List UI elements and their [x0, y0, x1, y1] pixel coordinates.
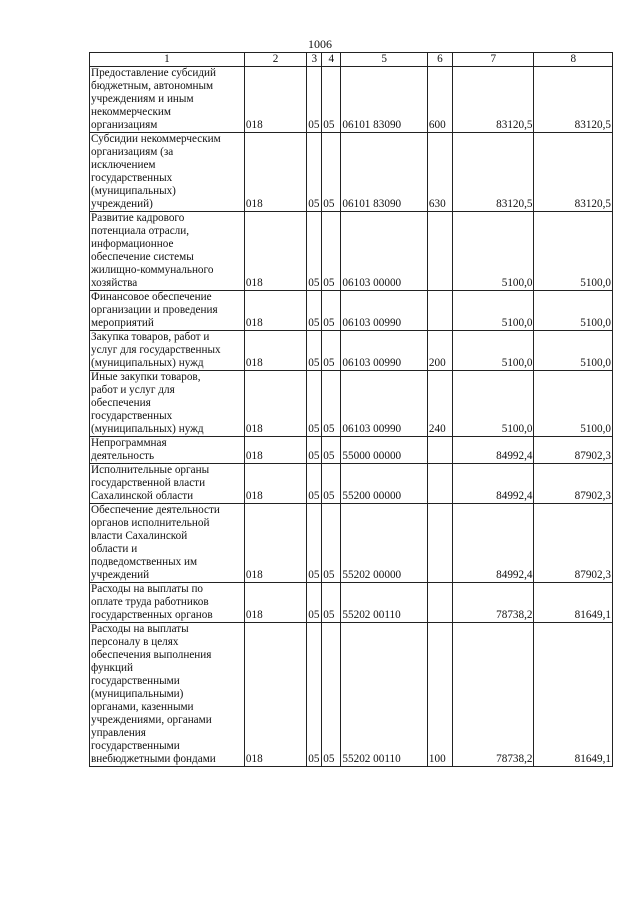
- expense-type-cell: [427, 583, 452, 623]
- subsection-cell: 05: [322, 371, 341, 437]
- row-name-cell: Финансовое обеспечение организации и проведения мероприятий: [90, 291, 245, 331]
- table-row: [90, 371, 613, 437]
- code-admin-cell: 018: [244, 291, 306, 331]
- amount-year2-cell: 5100,0: [534, 212, 613, 291]
- amount-year1-cell: 5100,0: [453, 371, 534, 437]
- row-name-cell: Исполнительные органы государственной власти Сахалинской области: [90, 464, 245, 504]
- code-admin-cell: 018: [244, 583, 306, 623]
- header-cell: 6: [427, 53, 452, 67]
- amount-year1-cell: 84992,4: [453, 504, 534, 583]
- code-admin-cell: 018: [244, 504, 306, 583]
- section-cell: 05: [307, 437, 322, 464]
- table-row: [90, 623, 613, 767]
- code-admin-cell: 018: [244, 133, 306, 212]
- amount-year1-cell: 5100,0: [453, 212, 534, 291]
- amount-year1-cell: 78738,2: [453, 623, 534, 767]
- expense-type-cell: [427, 212, 452, 291]
- table-row: [90, 464, 613, 504]
- subsection-cell: 05: [322, 212, 341, 291]
- section-cell: 05: [307, 331, 322, 371]
- subsection-cell: 05: [322, 464, 341, 504]
- subsection-cell: 05: [322, 291, 341, 331]
- amount-year2-cell: 5100,0: [534, 371, 613, 437]
- target-article-cell: 06103 00990: [341, 371, 427, 437]
- subsection-cell: 05: [322, 623, 341, 767]
- target-article-cell: 55202 00110: [341, 623, 427, 767]
- amount-year2-cell: 81649,1: [534, 623, 613, 767]
- section-cell: 05: [307, 371, 322, 437]
- amount-year1-cell: 84992,4: [453, 464, 534, 504]
- row-name-cell: Обеспечение деятельности органов исполнительной власти Сахалинской области и подведомственных им учреждений: [90, 504, 245, 583]
- expense-type-cell: 630: [427, 133, 452, 212]
- amount-year1-cell: 78738,2: [453, 583, 534, 623]
- amount-year1-cell: 83120,5: [453, 133, 534, 212]
- subsection-cell: 05: [322, 331, 341, 371]
- amount-year1-cell: 5100,0: [453, 331, 534, 371]
- table-row: [90, 437, 613, 464]
- code-admin-cell: 018: [244, 212, 306, 291]
- section-cell: 05: [307, 464, 322, 504]
- table-row: [90, 133, 613, 212]
- section-cell: 05: [307, 583, 322, 623]
- expense-type-cell: [427, 464, 452, 504]
- row-name-cell: Субсидии некоммерческим организациям (за исключением государственных (муниципальных) учреждений): [90, 133, 245, 212]
- target-article-cell: 55200 00000: [341, 464, 427, 504]
- section-cell: 05: [307, 504, 322, 583]
- code-admin-cell: 018: [244, 331, 306, 371]
- amount-year1-cell: 83120,5: [453, 67, 534, 133]
- subsection-cell: 05: [322, 583, 341, 623]
- row-name-cell: Предоставление субсидий бюджетным, автономным учреждениям и иным некоммерческим организациям: [90, 67, 245, 133]
- expense-type-cell: [427, 504, 452, 583]
- code-admin-cell: 018: [244, 464, 306, 504]
- amount-year1-cell: 84992,4: [453, 437, 534, 464]
- target-article-cell: 55000 00000: [341, 437, 427, 464]
- code-admin-cell: 018: [244, 437, 306, 464]
- expense-type-cell: 240: [427, 371, 452, 437]
- header-row: [90, 53, 613, 67]
- row-name-cell: Непрограммная деятельность: [90, 437, 245, 464]
- amount-year2-cell: 83120,5: [534, 133, 613, 212]
- header-cell: 8: [534, 53, 613, 67]
- section-cell: 05: [307, 291, 322, 331]
- page-number: 1006: [308, 37, 332, 51]
- target-article-cell: 06101 83090: [341, 67, 427, 133]
- table-row: [90, 67, 613, 133]
- code-admin-cell: 018: [244, 67, 306, 133]
- amount-year2-cell: 81649,1: [534, 583, 613, 623]
- amount-year2-cell: 87902,3: [534, 504, 613, 583]
- table-row: [90, 331, 613, 371]
- row-name-cell: Расходы на выплаты персоналу в целях обеспечения выполнения функций государственными (муниципальными) органами, казенными учреждениями, органами управления государственными внебюджетными фондами: [90, 623, 245, 767]
- header-cell: 2: [244, 53, 306, 67]
- expense-type-cell: [427, 437, 452, 464]
- target-article-cell: 06103 00990: [341, 331, 427, 371]
- table-row: [90, 504, 613, 583]
- amount-year2-cell: 5100,0: [534, 331, 613, 371]
- table-row: [90, 583, 613, 623]
- subsection-cell: 05: [322, 437, 341, 464]
- expense-type-cell: 600: [427, 67, 452, 133]
- table-row: [90, 212, 613, 291]
- subsection-cell: 05: [322, 67, 341, 133]
- target-article-cell: 55202 00110: [341, 583, 427, 623]
- target-article-cell: 06103 00000: [341, 212, 427, 291]
- section-cell: 05: [307, 133, 322, 212]
- section-cell: 05: [307, 212, 322, 291]
- expense-type-cell: 200: [427, 331, 452, 371]
- header-cell: 3: [307, 53, 322, 67]
- expense-type-cell: 100: [427, 623, 452, 767]
- expense-type-cell: [427, 291, 452, 331]
- header-cell: 4: [322, 53, 341, 67]
- subsection-cell: 05: [322, 504, 341, 583]
- target-article-cell: 55202 00000: [341, 504, 427, 583]
- target-article-cell: 06103 00990: [341, 291, 427, 331]
- amount-year2-cell: 87902,3: [534, 437, 613, 464]
- code-admin-cell: 018: [244, 371, 306, 437]
- budget-table: [89, 52, 613, 767]
- row-name-cell: Иные закупки товаров, работ и услуг для обеспечения государственных (муниципальных) нужд: [90, 371, 245, 437]
- header-cell: 5: [341, 53, 427, 67]
- amount-year2-cell: 87902,3: [534, 464, 613, 504]
- amount-year1-cell: 5100,0: [453, 291, 534, 331]
- amount-year2-cell: 5100,0: [534, 291, 613, 331]
- header-cell: 7: [453, 53, 534, 67]
- row-name-cell: Развитие кадрового потенциала отрасли, информационное обеспечение системы жилищно-коммунального хозяйства: [90, 212, 245, 291]
- section-cell: 05: [307, 67, 322, 133]
- subsection-cell: 05: [322, 133, 341, 212]
- code-admin-cell: 018: [244, 623, 306, 767]
- row-name-cell: Расходы на выплаты по оплате труда работников государственных органов: [90, 583, 245, 623]
- table-row: [90, 291, 613, 331]
- row-name-cell: Закупка товаров, работ и услуг для государственных (муниципальных) нужд: [90, 331, 245, 371]
- amount-year2-cell: 83120,5: [534, 67, 613, 133]
- target-article-cell: 06101 83090: [341, 133, 427, 212]
- section-cell: 05: [307, 623, 322, 767]
- header-cell: 1: [90, 53, 245, 67]
